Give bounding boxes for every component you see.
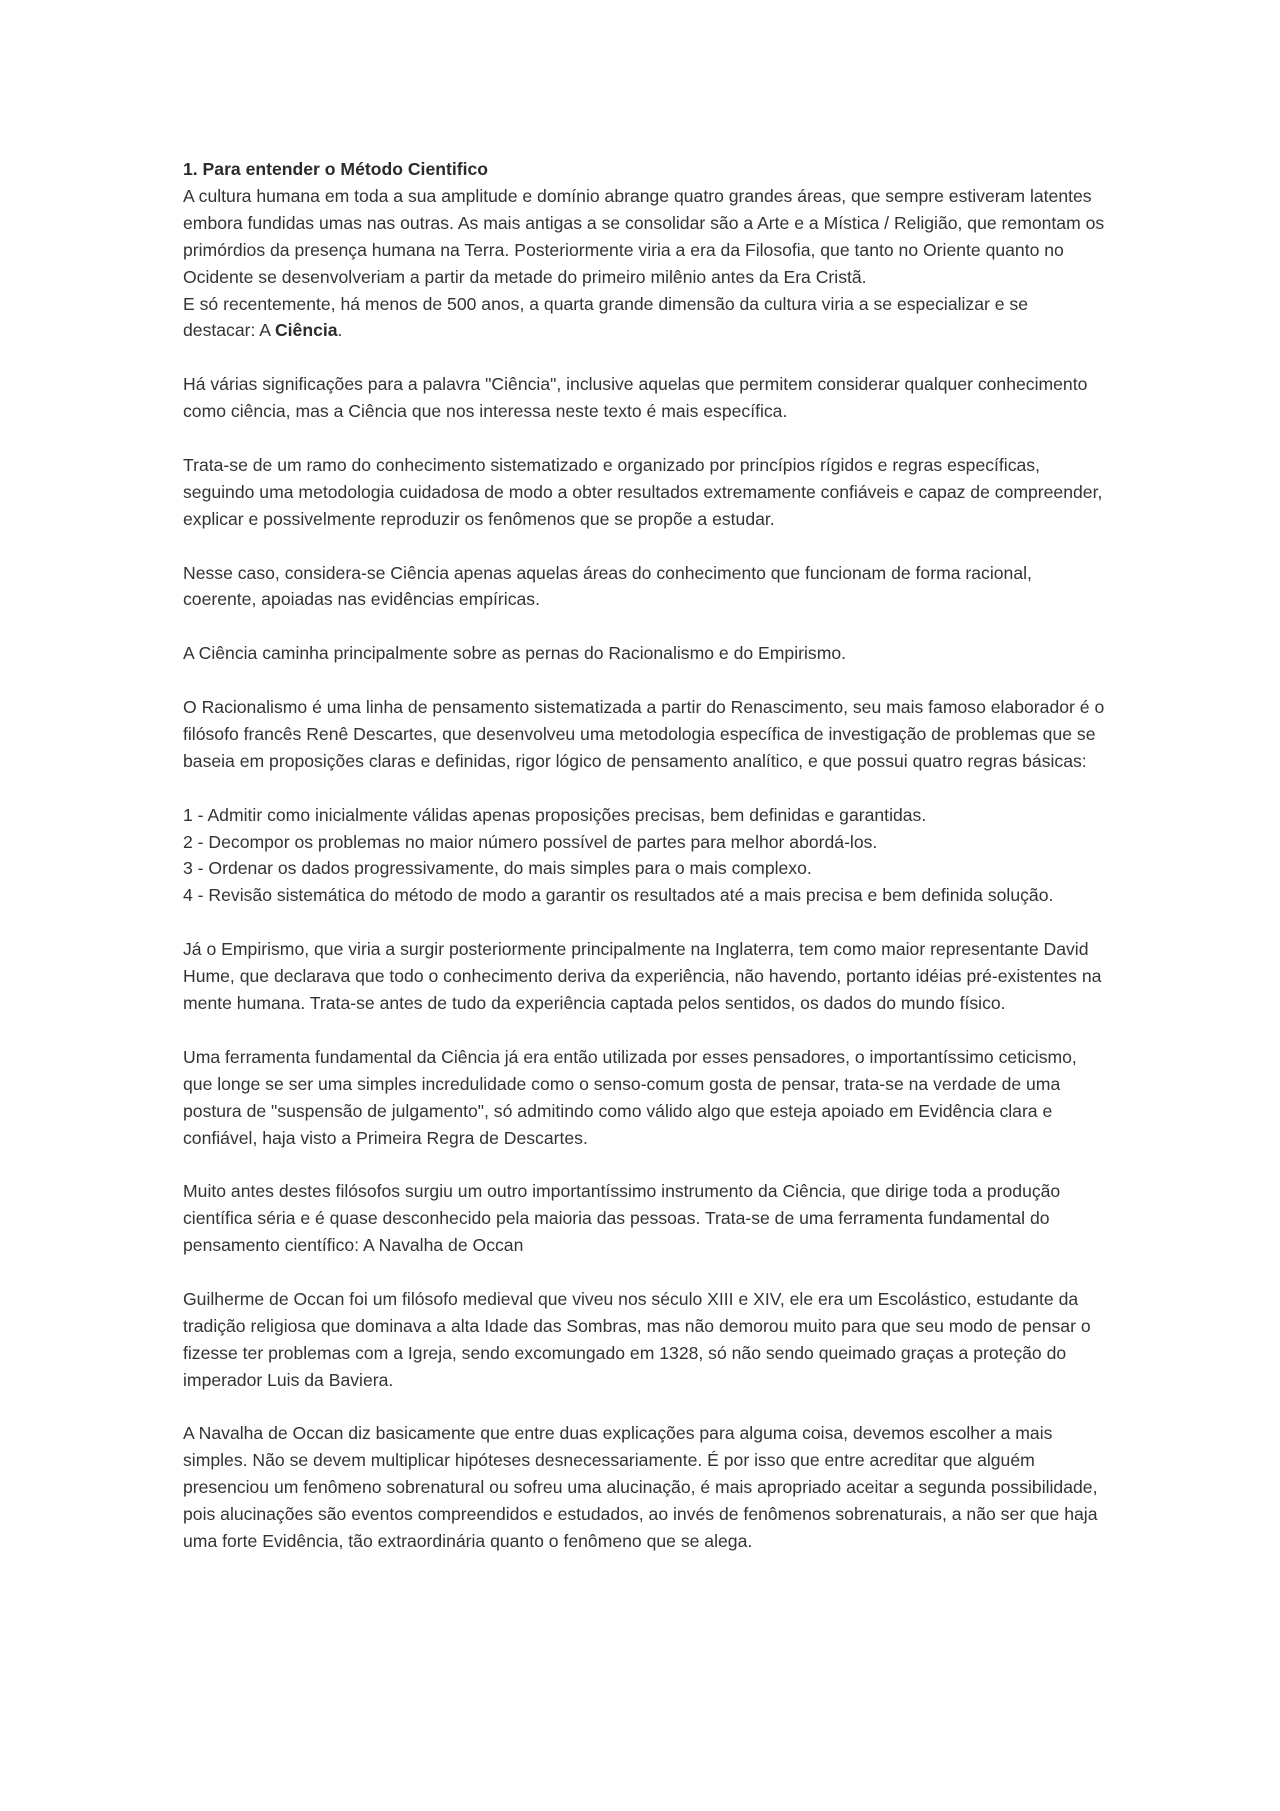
- rule-item: 2 - Decompor os problemas no maior número possível de partes para melhor abordá-los.: [183, 831, 878, 852]
- intro-period: .: [337, 320, 343, 341]
- paragraph-gap: [183, 667, 1105, 694]
- paragraph-gap: [183, 1394, 1105, 1421]
- ramo-paragraph: Trata-se de um ramo do conhecimento sistematizado e organizado por princípios rígidos e regras específicas, seguindo uma metodologia cuidadosa de modo a obter resultados extremamente confiáveis e capaz de compreender, explicar e possivelmente reproduzir os fenômenos que se propõe a estudar.: [183, 454, 1103, 529]
- paragraph-gap: [183, 775, 1105, 802]
- ceticismo-paragraph: Uma ferramenta fundamental da Ciência já era então utilizada por esses pensadores, o importantíssimo ceticismo, que longe se ser uma simples incredulidade como o senso-comum gosta de pensar, trata-se na verdade de uma postura de "suspensão de julgamento", só admitindo como válido algo que esteja apoiado em Evidência clara e confiável, haja visto a Primeira Regra de Descartes.: [183, 1046, 1077, 1148]
- ciencia-emphasis: Ciência: [274, 320, 338, 341]
- document-page: [183, 156, 1105, 1555]
- significacoes-paragraph: Há várias significações para a palavra "Ciência", inclusive aquelas que permitem considerar qualquer conhecimento como ciência, mas a Ciência que nos interessa neste texto é mais específica.: [183, 374, 1088, 422]
- paragraph-gap: [183, 425, 1105, 452]
- paragraph-gap: [183, 1151, 1105, 1178]
- navalha-intro-paragraph: Muito antes destes filósofos surgiu um outro importantíssimo instrumento da Ciência, que dirige toda a produção científica séria e é quase desconhecido pela maioria das pessoas. Trata-se de uma ferramenta fundamental do pensamento científico: A Navalha de Occan: [183, 1181, 1061, 1256]
- paragraph-gap: [183, 1259, 1105, 1286]
- paragraph-gap: [183, 909, 1105, 936]
- intro-text: E só recentemente, há menos de 500 anos, a quarta grande dimensão da cultura viria a se especializar e se destacar: A: [183, 293, 1029, 341]
- rule-item: 1 - Admitir como inicialmente válidas apenas proposições precisas, bem definidas e garantidas.: [183, 804, 927, 825]
- guilherme-paragraph: Guilherme de Occan foi um filósofo medieval que viveu nos século XIII e XIV, ele era um Escolástico, estudante da tradição religiosa que dominava a alta Idade das Sombras, mas não demorou muito para que seu modo de pensar o fizesse ter problemas com a Igreja, sendo excomungado em 1328, só não sendo queimado graças a proteção do imperador Luis da Baviera.: [183, 1288, 1091, 1390]
- section-heading: 1. Para entender o Método Cientifico: [183, 159, 489, 179]
- paragraph-gap: [183, 344, 1105, 371]
- pernas-paragraph: A Ciência caminha principalmente sobre as pernas do Racionalismo e do Empirismo.: [183, 643, 847, 664]
- paragraph-gap: [183, 613, 1105, 640]
- rule-item: 3 - Ordenar os dados progressivamente, do mais simples para o mais complexo.: [183, 858, 812, 879]
- nesse-caso-paragraph: Nesse caso, considera-se Ciência apenas aquelas áreas do conhecimento que funcionam de forma racional, coerente, apoiadas nas evidências empíricas.: [183, 562, 1032, 610]
- racionalismo-paragraph: O Racionalismo é uma linha de pensamento sistematizada a partir do Renascimento, seu mais famoso elaborador é o filósofo francês Renê Descartes, que desenvolveu uma metodologia específica de investigação de problemas que se baseia em proposições claras e definidas, rigor lógico de pensamento analítico, e que possui quatro regras básicas:: [183, 697, 1105, 771]
- rule-item: 4 - Revisão sistemática do método de modo a garantir os resultados até a mais precisa e bem definida solução.: [183, 885, 1054, 906]
- paragraph-gap: [183, 1017, 1105, 1044]
- intro-paragraph-ciencia: [183, 291, 1105, 345]
- paragraph-gap: [183, 533, 1105, 560]
- empirismo-paragraph: Já o Empirismo, que viria a surgir posteriormente principalmente na Inglaterra, tem como maior representante David Hume, que declarava que todo o conhecimento deriva da experiência, não havendo, portanto idéias pré-existentes na mente humana. Trata-se antes de tudo da experiência captada pelos sentidos, os dados do mundo físico.: [183, 939, 1102, 1013]
- intro-paragraph: A cultura humana em toda a sua amplitude e domínio abrange quatro grandes áreas, que sempre estiveram latentes embora fundidas umas nas outras. As mais antigas a se consolidar são a Arte e a Mística / Religião, que remontam os primórdios da presença humana na Terra. Posteriormente viria a era da Filosofia, que tanto no Oriente quanto no Ocidente se desenvolveriam a partir da metade do primeiro milênio antes da Era Cristã.: [183, 185, 1105, 287]
- navalha-definition-paragraph: A Navalha de Occan diz basicamente que entre duas explicações para alguma coisa, devemos escolher a mais simples. Não se devem multiplicar hipóteses desnecessariamente. É por isso que entre acreditar que alguém presenciou um fenômeno sobrenatural ou sofreu uma alucinação, é mais apropriado aceitar a segunda possibilidade, pois alucinações são eventos compreendidos e estudados, ao invés de fenômenos sobrenaturais, a não ser que haja uma forte Evidência, tão extraordinária quanto o fenômeno que se alega.: [183, 1423, 1098, 1552]
